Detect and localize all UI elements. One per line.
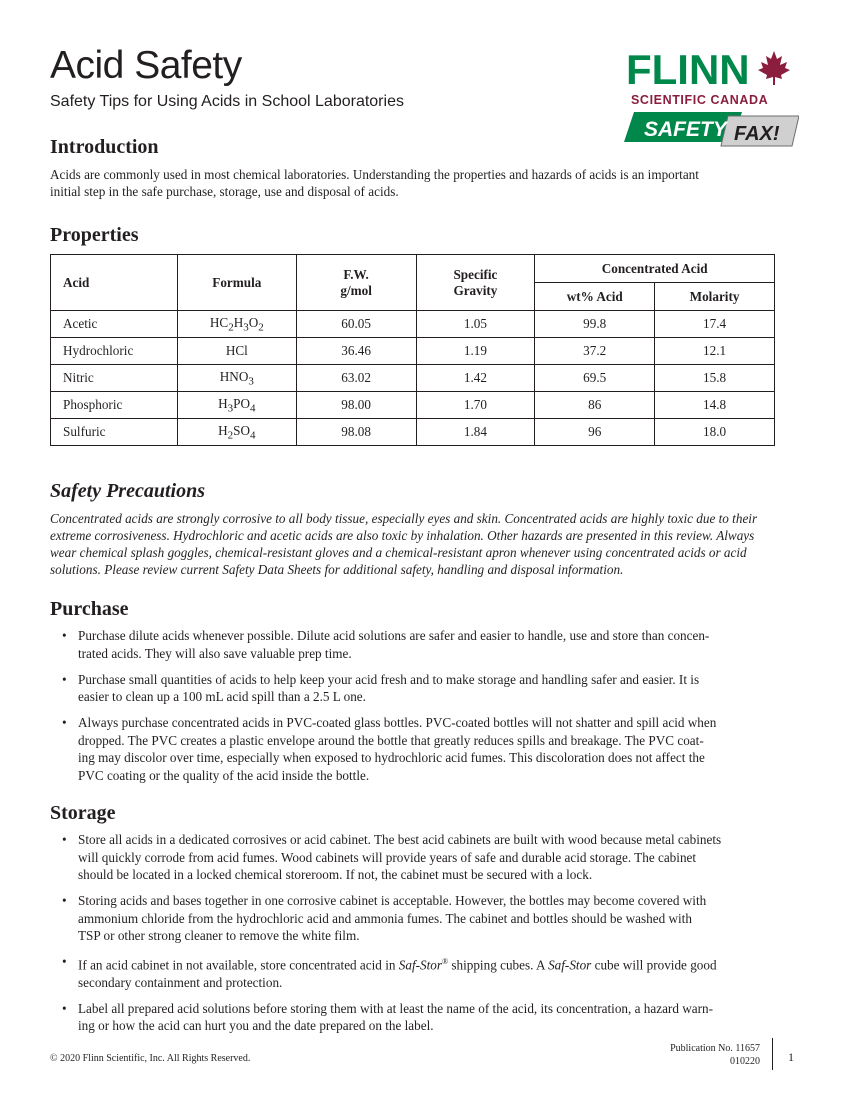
sg-cell: 1.70	[416, 392, 535, 419]
fw-cell: 60.05	[296, 311, 416, 338]
col-header-fw: F.W. g/mol	[296, 255, 416, 311]
introduction-line: initial step in the safe purchase, storage, use and disposal of acids.	[50, 184, 399, 199]
formula-cell: $HNO_3$	[177, 365, 296, 392]
purchase-list	[50, 627, 775, 793]
maple-leaf-icon	[758, 51, 790, 85]
publication-code: 010220	[730, 1056, 760, 1067]
list-item: • Store all acids in a dedicated corrosives or acid cabinet. The best acid cabinets are built with wood because metal cabinets will quickly corrode from acid fumes. Wood cabinets will provide years of safe and durable acid storage. The cabinet should be located in a locked chemical storeroom. If not, the cabinet must be secured with a lock.	[50, 831, 775, 884]
fw-cell: 63.02	[296, 365, 416, 392]
acid-name-cell: Sulfuric	[51, 419, 178, 446]
table-row	[51, 392, 775, 419]
molarity-cell: 18.0	[655, 419, 775, 446]
safety-line: solutions. Please review current Safety Data Sheets for additional safety, handling and disposal information.	[50, 562, 624, 577]
safety-precautions-heading: Safety Precautions	[50, 480, 205, 502]
molarity-cell: 17.4	[655, 311, 775, 338]
logo-division: SCIENTIFIC CANADA	[631, 93, 769, 107]
col-header-concentrated-acid: Concentrated Acid	[535, 255, 775, 283]
molarity-cell: 14.8	[655, 392, 775, 419]
copyright-notice: © 2020 Flinn Scientific, Inc. All Rights Reserved.	[50, 1053, 251, 1064]
wt-cell: 86	[535, 392, 655, 419]
formula-cell: $H_3PO_4$	[177, 392, 296, 419]
publication-info	[640, 1042, 760, 1068]
logo-brand: FLINN	[626, 46, 750, 93]
badge-fax-text: FAX!	[734, 123, 780, 145]
properties-heading: Properties	[50, 224, 139, 246]
wt-cell: 69.5	[535, 365, 655, 392]
list-item: • Purchase small quantities of acids to help keep your acid fresh and to make storage and handling safer and easier. It is easier to clean up a 100 mL acid spill than a 2.5 L one.	[50, 671, 775, 706]
purchase-heading: Purchase	[50, 598, 129, 620]
acid-properties-table	[50, 254, 775, 446]
list-item: • If an acid cabinet in not available, store concentrated acid in Saf-Stor® shipping cubes. A Saf-Stor cube will provide good secondary containment and protection.	[50, 953, 775, 991]
formula-cell: $HC_2H_3O_2$	[177, 311, 296, 338]
col-header-wt-pct: wt% Acid	[535, 283, 655, 311]
badge-safety-text: SAFETY	[644, 118, 727, 141]
list-item: • Storing acids and bases together in one corrosive cabinet is acceptable. However, the bottles may become covered with ammonium chloride from the hydrochloric acid and ammonia fumes. The cabinet and bottles should be washed with TSP or other strong cleaner to remove the white film.	[50, 892, 775, 945]
col-header-molarity: Molarity	[655, 283, 775, 311]
acid-name-cell: Hydrochloric	[51, 338, 178, 365]
list-item: • Label all prepared acid solutions before storing them with at least the name of the acid, its concentration, a hazard warn- ing or how the acid can hurt you and the date prepared on the label.	[50, 1000, 775, 1035]
saf-stor-product: Saf-Stor	[398, 957, 442, 973]
storage-heading: Storage	[50, 802, 116, 824]
flinn-logo	[624, 46, 799, 152]
safety-line: wear chemical splash goggles, chemical-resistant gloves and a chemical-resistant apron whenever using concentrated acids or acid	[50, 545, 747, 560]
molarity-cell: 12.1	[655, 338, 775, 365]
fw-cell: 36.46	[296, 338, 416, 365]
table-row	[51, 338, 775, 365]
safety-line: Concentrated acids are strongly corrosive to all body tissue, especially eyes and skin. Concentrated acids are highly toxic due to their	[50, 511, 758, 526]
acid-name-cell: Acetic	[51, 311, 178, 338]
introduction-text	[50, 166, 775, 200]
footer-divider	[772, 1038, 773, 1070]
wt-cell: 96	[535, 419, 655, 446]
page-title: Acid Safety	[50, 44, 242, 87]
sg-cell: 1.42	[416, 365, 535, 392]
col-header-acid: Acid	[51, 255, 178, 311]
col-header-specific-gravity: Specific Gravity	[416, 255, 535, 311]
fw-cell: 98.08	[296, 419, 416, 446]
safety-fax-badge	[624, 112, 799, 146]
sg-cell: 1.19	[416, 338, 535, 365]
table-row	[51, 365, 775, 392]
safety-line: extreme corrosiveness. Hydrochloric and acetic acids are also toxic by inhalation. Other hazards are presented in this review. Always	[50, 528, 755, 543]
formula-cell: HCl	[177, 338, 296, 365]
introduction-heading: Introduction	[50, 136, 159, 158]
formula-cell: $H_2SO_4$	[177, 419, 296, 446]
publication-number: Publication No. 11657	[670, 1043, 760, 1054]
wt-cell: 37.2	[535, 338, 655, 365]
table-row	[51, 419, 775, 446]
page-subtitle: Safety Tips for Using Acids in School Laboratories	[50, 93, 404, 110]
sg-cell: 1.05	[416, 311, 535, 338]
introduction-line: Acids are commonly used in most chemical laboratories. Understanding the properties and hazards of acids is an important	[50, 167, 699, 182]
col-header-formula: Formula	[177, 255, 296, 311]
acid-name-cell: Nitric	[51, 365, 178, 392]
page-number: 1	[788, 1050, 794, 1064]
saf-stor-product: Saf-Stor	[548, 957, 592, 973]
table-row	[51, 311, 775, 338]
safety-precautions-text	[50, 510, 775, 578]
list-item: • Always purchase concentrated acids in PVC-coated glass bottles. PVC-coated bottles will not shatter and spill acid when dropped. The PVC creates a plastic envelope around the bottle that greatly reduces spills and breakage. The PVC coat- ing may discolor over time, especially when exposed to hydrochloric acid fumes. This discoloration does not affect the PVC coating or the quality of the acid inside the bottle.	[50, 714, 775, 784]
storage-list	[50, 831, 775, 1043]
molarity-cell: 15.8	[655, 365, 775, 392]
fw-cell: 98.00	[296, 392, 416, 419]
sg-cell: 1.84	[416, 419, 535, 446]
list-item: • Purchase dilute acids whenever possible. Dilute acid solutions are safer and easier to handle, use and store than concen- trated acids. They will also save valuable prep time.	[50, 627, 775, 662]
wt-cell: 99.8	[535, 311, 655, 338]
acid-name-cell: Phosphoric	[51, 392, 178, 419]
